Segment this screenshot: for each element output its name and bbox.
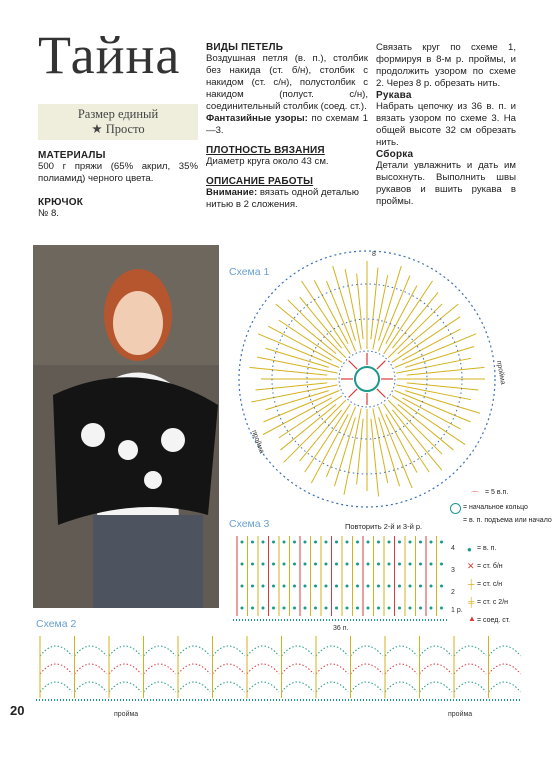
legend-five-ch: = 5 в.п.	[485, 489, 509, 496]
schema3-chain	[388, 563, 391, 566]
schema2-arch	[385, 682, 417, 692]
schema2-arch	[316, 682, 348, 692]
schema1-ray	[266, 391, 329, 410]
schema1-armhole-right: пройма	[495, 360, 507, 386]
schema2-diagram	[36, 630, 522, 720]
schema2-arch	[489, 646, 521, 656]
schema3-chain	[241, 541, 244, 544]
schema3-chain	[251, 585, 254, 588]
schema2-arch	[489, 682, 521, 692]
schema2-arch	[109, 664, 141, 674]
schema1-ray	[268, 326, 331, 360]
schema2-arch	[75, 682, 107, 692]
schema2-arch	[247, 682, 279, 692]
size-label: Размер единый	[77, 107, 159, 121]
legend-tr: = ст. с 2/н	[477, 599, 509, 606]
schema2-arch	[489, 664, 521, 674]
schema1-inner-ray	[349, 389, 357, 397]
schema3-chain	[262, 585, 265, 588]
schema3-repeat-note: Повторить 2-й и 3-й р.	[345, 522, 423, 531]
schema3-chain	[356, 563, 359, 566]
schema3-chain	[325, 607, 328, 610]
schema3-chain	[409, 585, 412, 588]
schema2-arch	[75, 664, 107, 674]
schema1-ray	[392, 396, 465, 445]
materials-header: МАТЕРИАЛЫ	[38, 150, 106, 161]
schema3-chain	[367, 585, 370, 588]
schema2-arch	[178, 682, 210, 692]
schema2-arch	[109, 682, 141, 692]
chain-icon: ●	[467, 545, 472, 554]
schema3-chain	[241, 563, 244, 566]
fancy-label: Фантазийные узоры:	[206, 113, 308, 124]
schema1-ray	[392, 317, 460, 363]
schema3-chain	[283, 563, 286, 566]
schema3-chain	[262, 563, 265, 566]
schema3-chain	[314, 563, 317, 566]
schema2-arch	[213, 646, 245, 656]
legend-lift: = в. п. подъема или начало	[463, 517, 552, 524]
schema3-chain	[377, 585, 380, 588]
schema2-arch	[454, 664, 486, 674]
schema2-arch	[351, 664, 383, 674]
schema2-arch	[420, 646, 452, 656]
schema2-arch	[247, 664, 279, 674]
schema1-ray	[378, 276, 409, 352]
schema3-chain	[346, 607, 349, 610]
schema3-chain	[272, 541, 275, 544]
schema2-arch	[40, 646, 72, 656]
schema1-ray	[301, 281, 350, 354]
schema3-row-4: 4	[451, 545, 455, 552]
schema3-chain	[325, 563, 328, 566]
schema1-ray	[388, 304, 442, 358]
schema3-chain	[325, 585, 328, 588]
schema2-arch	[75, 646, 107, 656]
schema3-chain	[241, 607, 244, 610]
stitch-types-header: ВИДЫ ПЕТЕЛЬ	[206, 42, 284, 53]
schema2-arch	[282, 682, 314, 692]
slst-icon: ▲	[468, 614, 476, 623]
schema2-arch	[385, 664, 417, 674]
schema1-ray	[266, 348, 329, 367]
schema2-arch	[420, 664, 452, 674]
schema3-chain	[377, 607, 380, 610]
sleeves-text: Набрать цепочку из 36 в. п. и вязать узором по схеме 3. На общей высоте 32 см обрезать нить.	[376, 101, 516, 148]
schema1-ray	[305, 404, 351, 472]
schema3-chain	[419, 607, 422, 610]
schema3-chain	[367, 563, 370, 566]
schema1-title: Схема 1	[229, 266, 270, 278]
schema2-arch	[351, 646, 383, 656]
schema3-chain	[430, 563, 433, 566]
legend-slst: = соед. ст.	[477, 617, 511, 624]
schema1-ray	[264, 390, 340, 421]
schema3-chain	[335, 563, 338, 566]
schema1-inner-ray	[349, 361, 357, 369]
schema2-arch	[385, 646, 417, 656]
schema3-chain	[356, 585, 359, 588]
legend-arc-icon: ⌒	[471, 491, 479, 500]
schema3-chain	[398, 607, 401, 610]
schema2-arch	[144, 646, 176, 656]
schema3-chain	[398, 563, 401, 566]
schema3-chain	[430, 607, 433, 610]
page-number: 20	[10, 703, 25, 718]
schema2-arch	[351, 682, 383, 692]
schema3-chain	[293, 541, 296, 544]
schema3-chain	[409, 607, 412, 610]
attention-text: вязать одной деталью нитью в 2 сложения.	[206, 187, 359, 210]
schema3-chain	[293, 585, 296, 588]
schema2-armhole-left: пройма	[114, 711, 139, 718]
schema1-ray	[402, 329, 460, 360]
schema3-row-1: 1 р.	[451, 607, 463, 614]
schema3-chain	[356, 607, 359, 610]
schema3-chain	[346, 563, 349, 566]
schema3-chain	[398, 541, 401, 544]
tr-icon: ╪	[468, 597, 475, 607]
schema2-arch	[316, 646, 348, 656]
schema1-inner-ray	[377, 361, 385, 369]
schema1-ray	[388, 400, 442, 454]
schema2-arch	[454, 682, 486, 692]
schema3-diagram	[229, 532, 467, 632]
size-box	[38, 104, 198, 140]
schema1-ray	[384, 281, 433, 354]
schema2-arch	[178, 664, 210, 674]
schema3-chain	[304, 607, 307, 610]
schema2-arch	[282, 664, 314, 674]
schema1-ray	[314, 280, 348, 343]
schema1-ray	[344, 408, 361, 494]
schema3-title: Схема 3	[229, 518, 270, 530]
schema1-ray	[288, 300, 346, 358]
schema3-chain	[419, 563, 422, 566]
schema2-title: Схема 2	[36, 618, 77, 630]
schema3-chain	[241, 585, 244, 588]
schema3-chain	[419, 585, 422, 588]
instructions-column	[376, 42, 516, 208]
schema2-arch	[282, 646, 314, 656]
schema3-chain	[262, 541, 265, 544]
page-title: Тайна	[38, 25, 181, 85]
schema3-chain	[346, 585, 349, 588]
schema2-arch	[213, 682, 245, 692]
schema3-chain	[251, 541, 254, 544]
schema3-chain	[440, 563, 443, 566]
schema3-chain	[283, 585, 286, 588]
schema2-arch	[316, 664, 348, 674]
schema1-ray	[395, 390, 471, 421]
schema3-chain	[388, 607, 391, 610]
schema2-arch	[213, 664, 245, 674]
materials-section	[38, 150, 198, 220]
schema3-chain	[293, 607, 296, 610]
schema1-ray	[251, 385, 337, 402]
schema3-chain	[367, 541, 370, 544]
hook-header: КРЮЧОК	[38, 197, 84, 208]
dc-icon: ┼	[468, 579, 475, 589]
schema3-chain	[283, 541, 286, 544]
schema3-chain	[377, 541, 380, 544]
schema3-chain	[335, 585, 338, 588]
schema2-arch	[247, 646, 279, 656]
schema2-arch	[40, 664, 72, 674]
sleeves-header: Рукава	[376, 90, 412, 101]
schema2-arch	[109, 646, 141, 656]
schema3-chain	[272, 585, 275, 588]
schema2-armhole-right: пройма	[448, 711, 473, 718]
schema1-ray	[257, 357, 337, 373]
schema1-ray	[373, 408, 388, 483]
schema3-chain	[335, 541, 338, 544]
schema3-chain	[388, 585, 391, 588]
difficulty-label: ★ Просто	[91, 122, 145, 136]
schema3-row-2: 2	[451, 589, 455, 596]
schema2-arch	[144, 664, 176, 674]
schema3-chain	[304, 563, 307, 566]
schema3-chain	[304, 541, 307, 544]
model-photo	[33, 245, 219, 608]
assembly-text: Детали увлажнить и дать им высохнуть. Выполнить швы рукавов и вшить рукава в проймы.	[376, 160, 516, 207]
schema3-chain	[440, 585, 443, 588]
schema3-chain	[335, 607, 338, 610]
schema1-ray	[345, 269, 361, 349]
schema2-arch	[420, 682, 452, 692]
legend-dc: = ст. с/н	[477, 581, 503, 588]
schema3-chain	[314, 585, 317, 588]
schema3-chain	[346, 541, 349, 544]
sc-icon: ✕	[467, 561, 475, 571]
schema3-chain	[283, 607, 286, 610]
schema1-ray	[384, 404, 430, 472]
schema3-chain	[398, 585, 401, 588]
stitch-column	[206, 42, 368, 211]
schema1-diagram	[222, 246, 522, 514]
schema1-armhole-left: пройма	[250, 429, 265, 455]
schema3-chain	[272, 607, 275, 610]
legend-ch: = в. п.	[477, 545, 497, 552]
gauge-header: ПЛОТНОСТЬ ВЯЗАНИЯ	[206, 145, 325, 156]
hook-text: № 8.	[38, 208, 59, 219]
schema3-chain	[272, 563, 275, 566]
materials-text: 500 г пряжи (65% акрил, 35% полиамид) черного цвета.	[38, 161, 198, 184]
schema3-chain	[409, 541, 412, 544]
assembly-header: Сборка	[376, 149, 414, 160]
schema3-chain	[314, 541, 317, 544]
ring-icon	[450, 503, 461, 514]
schema1-ray	[373, 275, 388, 350]
schema3-chain	[388, 541, 391, 544]
schema3-chain	[262, 607, 265, 610]
schema3-chain	[251, 607, 254, 610]
schema3-chain	[325, 541, 328, 544]
schema3-chain	[367, 607, 370, 610]
fancy-text: по схемам 1—3.	[206, 113, 369, 136]
schema3-chain	[419, 541, 422, 544]
intro-text: Связать круг по схеме 1, формируя в 8-м р. проймы, и продолжить узором по схеме 2. Через 8 р. обрезать нить.	[376, 42, 516, 89]
stitch-types-text: Воздушная петля (в. п.), столбик без накида (ст. б/н), столбик с накидом (ст. с/н), полустолбик с накидом (полуст. с/н), соединительный столбик (соед. ст.).	[206, 53, 368, 112]
schema3-chain	[314, 607, 317, 610]
schema3-chain	[430, 541, 433, 544]
legend-start-ring: = начальное кольцо	[463, 504, 528, 511]
gauge-text: Диаметр круга около 43 см.	[206, 156, 329, 167]
schema1-inner-ray	[377, 389, 385, 397]
schema1-ray	[386, 414, 417, 472]
schema3-chain	[304, 585, 307, 588]
schema3-chain	[440, 607, 443, 610]
schema3-chain	[440, 541, 443, 544]
schema3-chain	[251, 563, 254, 566]
work-header: ОПИСАНИЕ РАБОТЫ	[206, 176, 314, 187]
schema3-chain	[409, 563, 412, 566]
schema3-width: 36 п.	[333, 625, 349, 632]
legend-sc: = ст. б/н	[477, 563, 503, 570]
schema3-row-3: 3	[451, 567, 455, 574]
schema3-chain	[377, 563, 380, 566]
schema2-arch	[40, 682, 72, 692]
schema3-chain	[356, 541, 359, 544]
attention-label: Внимание:	[206, 187, 258, 198]
schema2-arch	[144, 682, 176, 692]
schema2-arch	[178, 646, 210, 656]
schema1-ray	[386, 286, 417, 344]
schema3-chain	[430, 585, 433, 588]
schema2-arch	[454, 646, 486, 656]
schema1-row-label: 8	[372, 251, 376, 258]
schema3-chain	[293, 563, 296, 566]
schema1-ray	[402, 398, 460, 429]
